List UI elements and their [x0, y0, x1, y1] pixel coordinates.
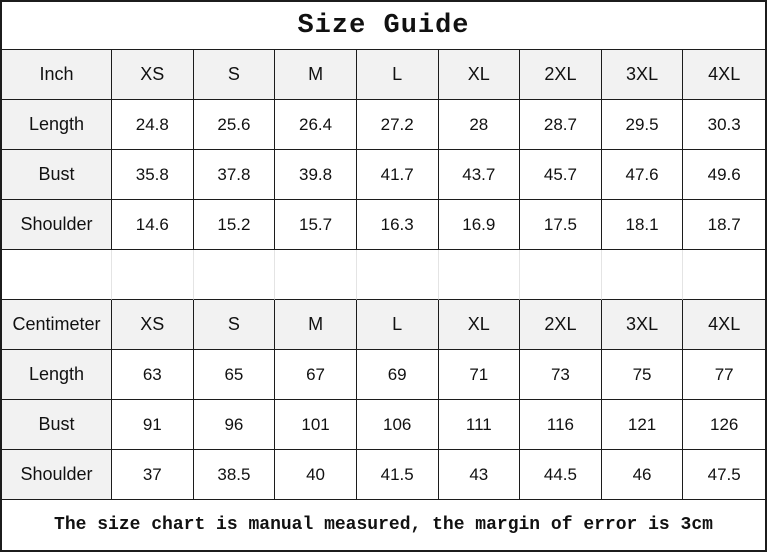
separator-cell	[357, 250, 439, 300]
value-cell: 15.7	[275, 200, 357, 250]
size-header-cell: 2XL	[520, 300, 602, 350]
value-cell: 17.5	[520, 200, 602, 250]
size-header-cell: XL	[439, 50, 521, 100]
unit-header-cell: Inch	[2, 50, 112, 100]
value-cell: 91	[112, 400, 194, 450]
value-cell: 16.3	[357, 200, 439, 250]
value-cell: 18.7	[683, 200, 765, 250]
value-cell: 46	[602, 450, 684, 500]
size-header-cell: S	[194, 50, 276, 100]
size-header-cell: 3XL	[602, 300, 684, 350]
value-cell: 29.5	[602, 100, 684, 150]
value-cell: 43.7	[439, 150, 521, 200]
value-cell: 65	[194, 350, 276, 400]
value-cell: 47.5	[683, 450, 765, 500]
size-header-cell: M	[275, 300, 357, 350]
size-header-cell: 4XL	[683, 50, 765, 100]
value-cell: 47.6	[602, 150, 684, 200]
value-cell: 40	[275, 450, 357, 500]
value-cell: 69	[357, 350, 439, 400]
value-cell: 28.7	[520, 100, 602, 150]
row-label-cell: Bust	[2, 150, 112, 200]
size-header-cell: L	[357, 300, 439, 350]
value-cell: 75	[602, 350, 684, 400]
value-cell: 41.5	[357, 450, 439, 500]
size-header-cell: M	[275, 50, 357, 100]
page-title: Size Guide	[2, 2, 765, 50]
size-header-cell: 3XL	[602, 50, 684, 100]
value-cell: 96	[194, 400, 276, 450]
size-header-cell: 2XL	[520, 50, 602, 100]
size-header-cell: XS	[112, 50, 194, 100]
row-label-cell: Shoulder	[2, 450, 112, 500]
value-cell: 71	[439, 350, 521, 400]
value-cell: 43	[439, 450, 521, 500]
value-cell: 101	[275, 400, 357, 450]
value-cell: 126	[683, 400, 765, 450]
value-cell: 106	[357, 400, 439, 450]
value-cell: 111	[439, 400, 521, 450]
separator-cell	[439, 250, 521, 300]
value-cell: 116	[520, 400, 602, 450]
value-cell: 16.9	[439, 200, 521, 250]
value-cell: 15.2	[194, 200, 276, 250]
unit-header-cell: Centimeter	[2, 300, 112, 350]
value-cell: 37.8	[194, 150, 276, 200]
size-header-cell: L	[357, 50, 439, 100]
separator-cell	[194, 250, 276, 300]
value-cell: 30.3	[683, 100, 765, 150]
value-cell: 41.7	[357, 150, 439, 200]
value-cell: 18.1	[602, 200, 684, 250]
value-cell: 37	[112, 450, 194, 500]
value-cell: 38.5	[194, 450, 276, 500]
separator-cell	[112, 250, 194, 300]
row-label-cell: Length	[2, 100, 112, 150]
footer-note: The size chart is manual measured, the margin of error is 3cm	[54, 515, 713, 535]
separator-cell	[520, 250, 602, 300]
value-cell: 35.8	[112, 150, 194, 200]
value-cell: 67	[275, 350, 357, 400]
size-grid	[2, 50, 765, 500]
row-label-cell: Bust	[2, 400, 112, 450]
value-cell: 63	[112, 350, 194, 400]
value-cell: 45.7	[520, 150, 602, 200]
value-cell: 27.2	[357, 100, 439, 150]
value-cell: 77	[683, 350, 765, 400]
value-cell: 28	[439, 100, 521, 150]
size-header-cell: 4XL	[683, 300, 765, 350]
separator-cell	[602, 250, 684, 300]
value-cell: 39.8	[275, 150, 357, 200]
row-label-cell: Length	[2, 350, 112, 400]
value-cell: 25.6	[194, 100, 276, 150]
size-header-cell: S	[194, 300, 276, 350]
value-cell: 24.8	[112, 100, 194, 150]
separator-cell	[683, 250, 765, 300]
value-cell: 73	[520, 350, 602, 400]
value-cell: 26.4	[275, 100, 357, 150]
size-header-cell: XL	[439, 300, 521, 350]
separator-cell	[2, 250, 112, 300]
separator-cell	[275, 250, 357, 300]
size-header-cell: XS	[112, 300, 194, 350]
value-cell: 121	[602, 400, 684, 450]
value-cell: 44.5	[520, 450, 602, 500]
value-cell: 14.6	[112, 200, 194, 250]
row-label-cell: Shoulder	[2, 200, 112, 250]
value-cell: 49.6	[683, 150, 765, 200]
